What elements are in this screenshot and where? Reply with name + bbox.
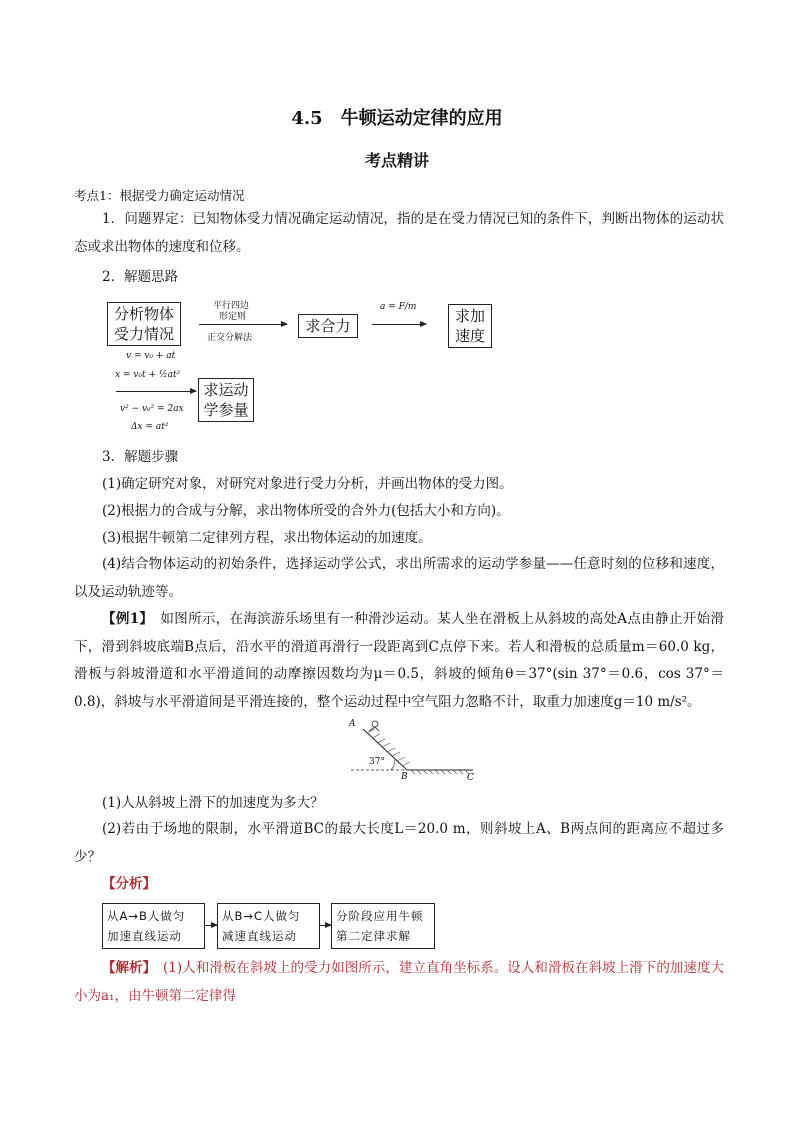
analysis-tag: 【分析】: [102, 876, 156, 892]
question-2: (2)若由于场地的限制，水平滑道BC的最大长度L＝20.0 m，则斜坡上A、B两点间的距离应不超过多少？: [74, 821, 724, 865]
flow-arrow-3: [116, 391, 196, 392]
analysis-arrow-2: [320, 925, 331, 926]
flow-box-analyze-forces: [107, 302, 181, 346]
section-heading: 考点1：根据受力确定运动情况: [74, 188, 245, 203]
flow-arrow-2: [372, 324, 426, 325]
flow-box-net-force: 求合力: [298, 314, 358, 338]
flow-box-analyze-forces-line1: 分析物体: [113, 305, 174, 323]
flow-label-orthogonal: 正交分解法: [207, 333, 253, 343]
slope-diagram: [345, 717, 480, 783]
flow-formula-velocity-squared: v² − v₀² = 2ax: [120, 404, 184, 414]
flow-box-kinematic: [198, 378, 254, 422]
example-tag: 【例1】: [102, 611, 147, 627]
flow-formula-displacement: x = v₀t + ½at²: [115, 370, 181, 380]
analysis-box-ab-line1: 从A→B人做匀: [107, 909, 186, 923]
page-title: 4.5 牛顿运动定律的应用: [291, 108, 503, 129]
paragraph-problem-definition: 1．问题界定：已知物体受力情况确定运动情况，指的是在受力情况已知的条件下，判断出物体的运动状态或求出物体的速度和位移。: [74, 211, 724, 255]
flow-label-parallelogram: 平行四边: [213, 301, 250, 311]
flow-box-acceleration-line1: 求加: [454, 307, 485, 325]
example-text: 如图所示，在海滨游乐场里有一种滑沙运动。某人坐在滑板上从斜坡的高处A点由静止开始滑下，滑到斜坡底端B点后，沿水平的滑道再滑行一段距离到C点停下来。若人和滑板的总质量m＝60.0 kg，滑板与斜坡滑道和水平滑道间的动摩擦因数均为μ＝0.5，斜坡的倾角θ＝37°(sin 37°＝0.6，cos 37°＝0.8)，斜坡与水平滑道间是平滑连接的，整个运动过程中空气阻力忽略不计，取重力加速度g＝10 m/s²。: [74, 611, 724, 710]
example-1: [74, 606, 724, 716]
point-b-label: B: [401, 772, 408, 782]
flow-box-kinematic-line2: 学参量: [203, 401, 249, 419]
solution-text: (1)人和滑板在斜坡上的受力如图所示，建立直角坐标系。设人和滑板在斜坡上滑下的加速度大小为a₁，由牛顿第二定律得: [74, 960, 725, 1004]
solution-paragraph: [74, 955, 724, 1010]
paragraph-solution-idea: 2．解题思路: [102, 269, 179, 285]
analysis-box-bc: [217, 903, 320, 949]
step-2: (2)根据力的合成与分解，求出物体所受的合外力(包括大小和方向)。: [102, 503, 510, 519]
point-c-label: C: [467, 773, 474, 783]
analysis-box-bc-line2: 减速直线运动: [222, 929, 297, 943]
analysis-box-newton: [331, 903, 435, 949]
flow-box-analyze-forces-line2: 受力情况: [113, 325, 174, 343]
paragraph-solution-steps: 3．解题步骤: [102, 449, 179, 465]
flow-arrow-1: [199, 324, 287, 325]
page-subtitle: 考点精讲: [364, 151, 429, 170]
flow-label-rule: 形定则: [219, 312, 247, 322]
analysis-arrow-1: [205, 925, 217, 926]
analysis-box-ab: [102, 903, 205, 949]
step-4: (4)结合物体运动的初始条件，选择运动学公式，求出所需求的运动学参量——任意时刻的位移和速度，以及运动轨迹等。: [74, 556, 724, 600]
flow-box-acceleration-line2: 速度: [454, 327, 485, 345]
solution-tag: 【解析】: [102, 960, 150, 976]
flow-box-acceleration: [448, 304, 492, 348]
flow-formula-velocity: v = v₀ + at: [126, 351, 176, 361]
flow-box-kinematic-line1: 求运动: [203, 381, 249, 399]
analysis-box-ab-line2: 加速直线运动: [107, 929, 182, 943]
angle-label: 37°: [369, 757, 385, 767]
analysis-box-bc-line1: 从B→C人做匀: [222, 909, 301, 923]
step-3: (3)根据牛顿第二定律列方程，求出物体运动的加速度。: [102, 530, 432, 546]
step-1: (1)确定研究对象，对研究对象进行受力分析，并画出物体的受力图。: [102, 476, 513, 492]
flow-formula-delta-x: Δx = at²: [131, 422, 169, 432]
flow-formula-a: a = F/m: [380, 302, 417, 312]
point-a-label: A: [349, 719, 356, 729]
analysis-box-newton-line1: 分阶段应用牛顿: [336, 909, 424, 923]
slope-diagram-svg: [345, 717, 480, 783]
analysis-box-newton-line2: 第二定律求解: [336, 929, 411, 943]
question-1: (1)人从斜坡上滑下的加速度为多大？: [102, 795, 324, 811]
